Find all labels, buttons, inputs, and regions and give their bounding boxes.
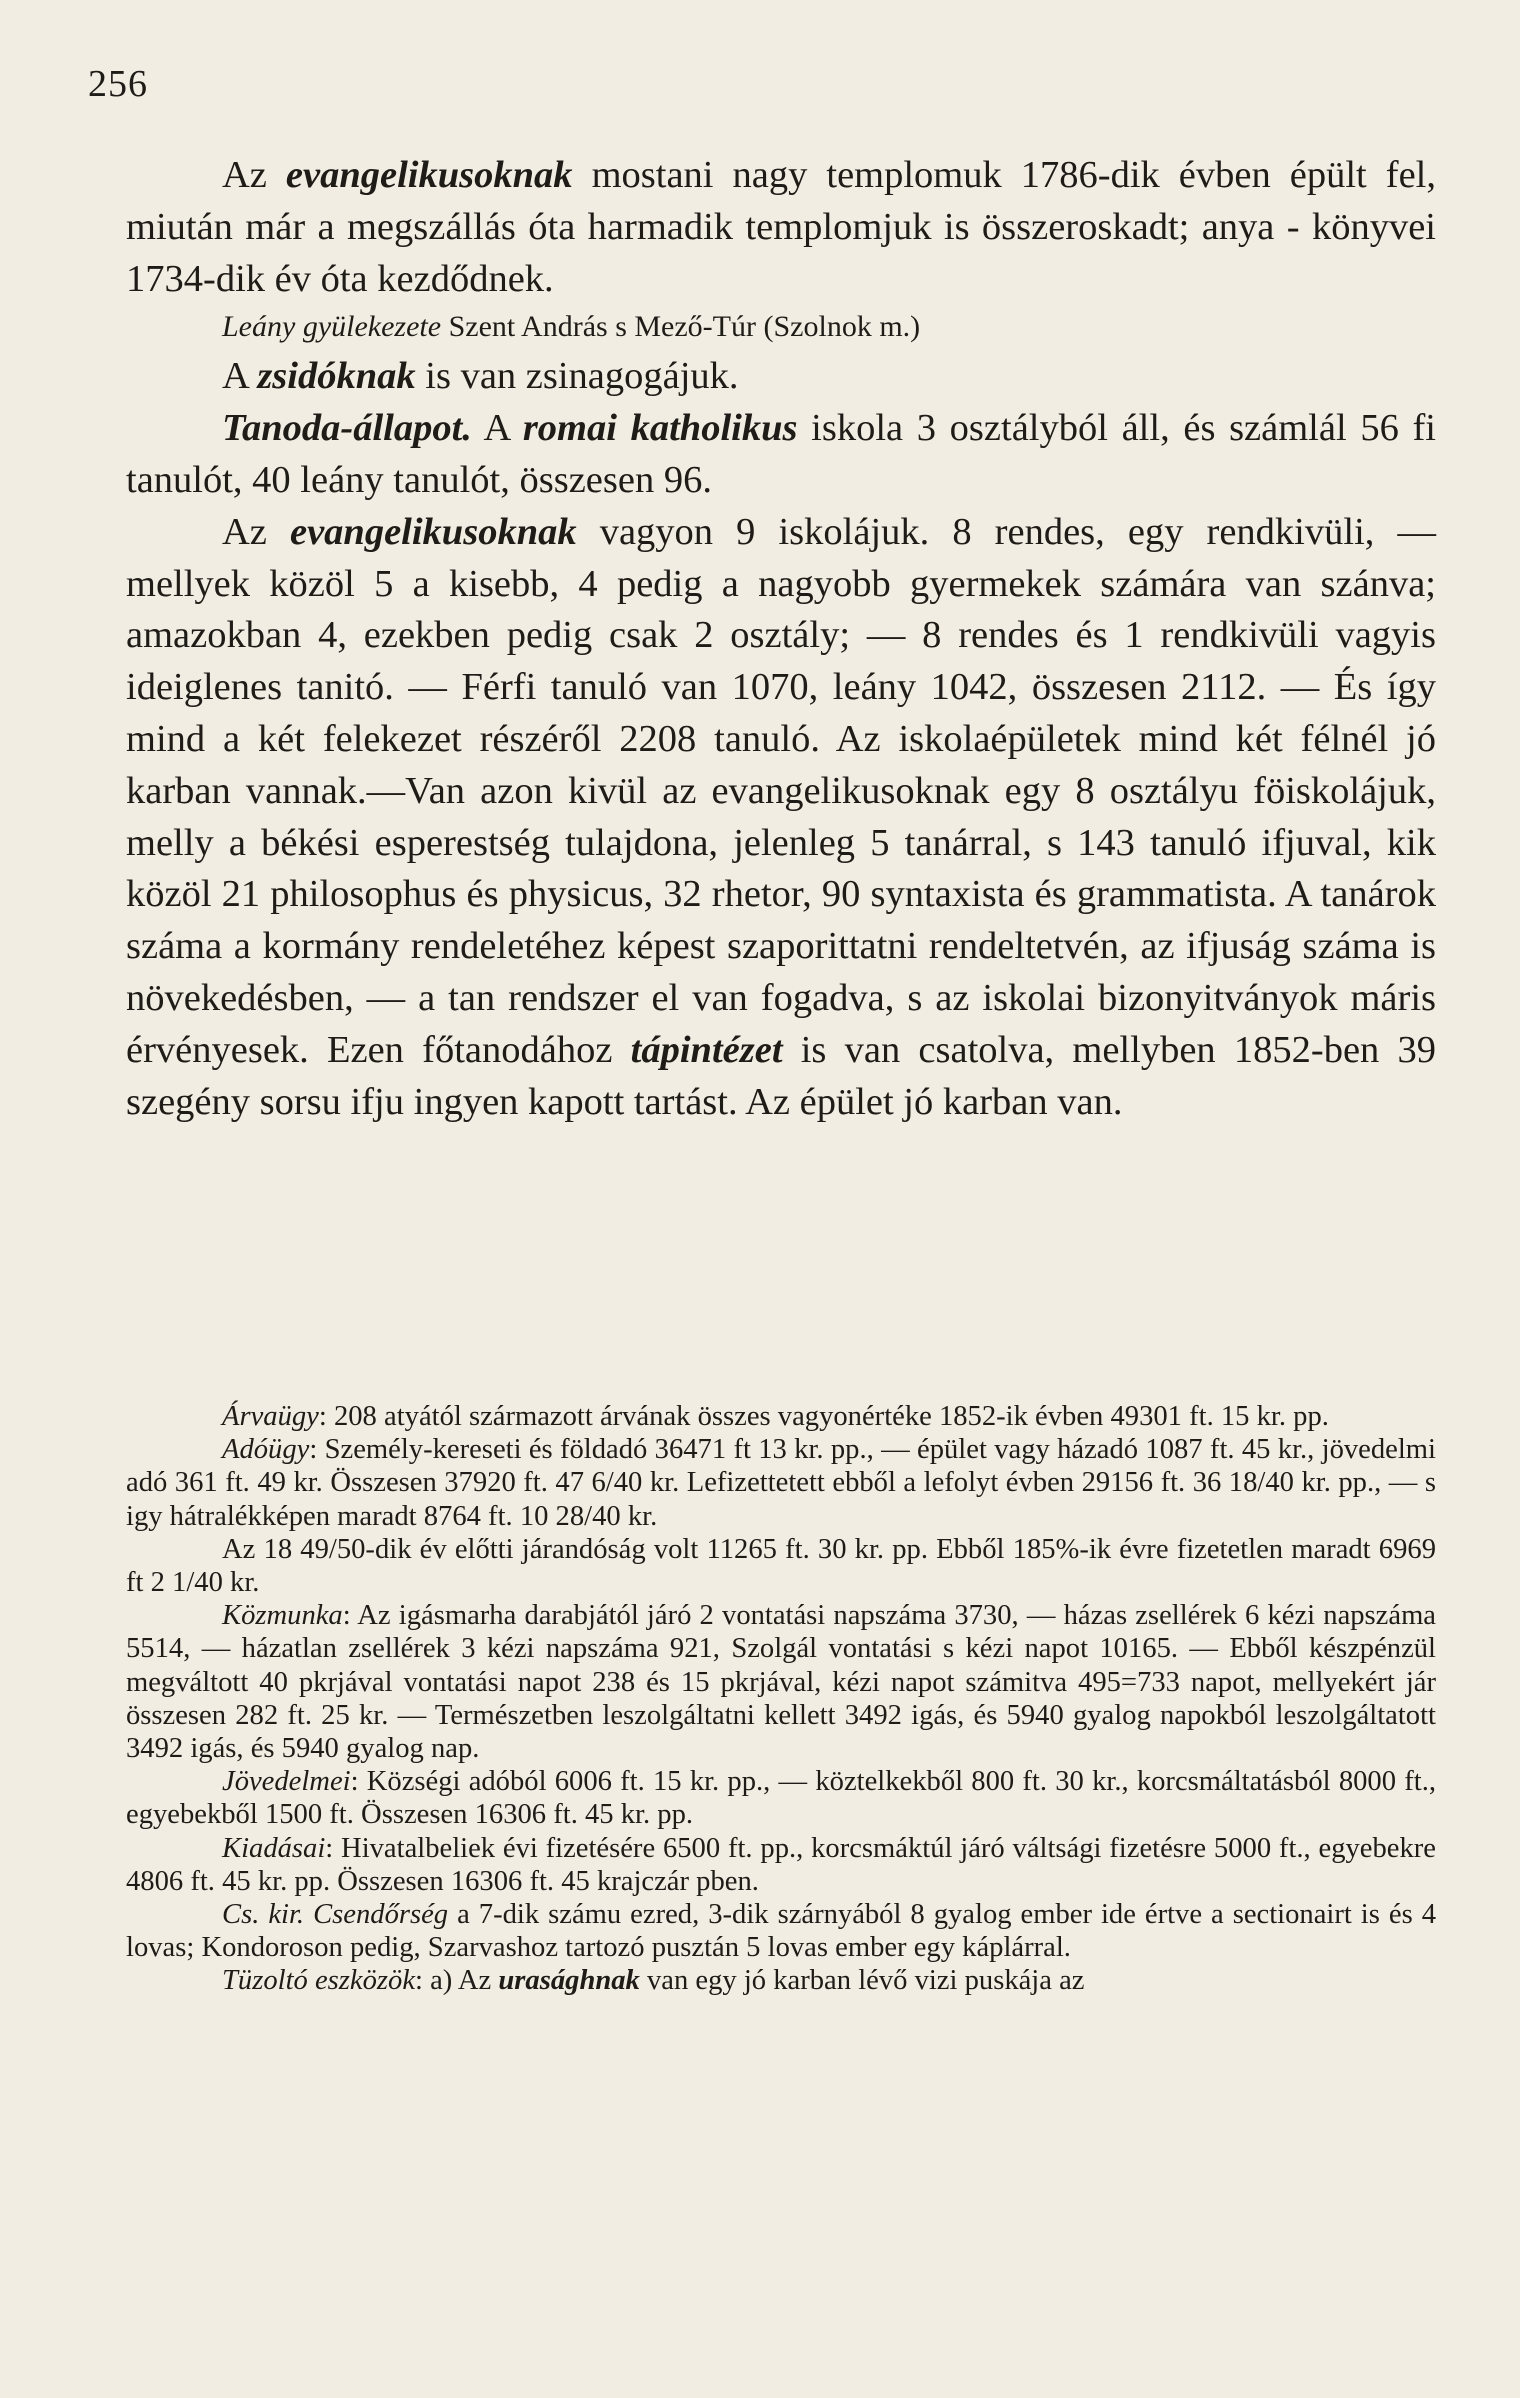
note-income: Jövedelmei: Községi adóból 6006 ft. 15 kr. pp., — köztelkekből 800 ft. 30 kr., korcsmáltatásból 8000 ft., egyebekből 1500 ft. Összesen 16306 ft. 45 kr. pp. [126,1766,1436,1831]
paragraph-jews: A zsidóknak is van zsinagogájuk. [222,355,739,398]
note-arrears: Az 18 49/50-dik év előtti járandóság volt 11265 ft. 30 kr. pp. Ebből 185%-ik évre fizetetlen maradt 6969 ft 2 1/40 kr. [126,1533,1436,1599]
paragraph-evangelical-church: Az evangelikusoknak mostani nagy templomuk 1786-dik évben épült fel, miután már a megszállás óta harmadik templomjuk is összeroskadt; anya - könyvei 1734-dik év óta kezdődnek. [126,154,1436,300]
note-orphan-affairs: Árvaügy: 208 atyától származott árvának összes vagyonértéke 1852-ik évben 49301 ft. 15 kr. pp. [222,1401,1329,1432]
paragraph-school-status: Tanoda-állapot. A romai katholikus iskola 3 osztályból áll, és számlál 56 fi tanulót, 40 leány tanulót, összesen 96. [126,407,1436,501]
note-expenses: Kiadásai: Hivatalbeliek évi fizetésére 6500 ft. pp., korcsmáktúl járó váltsági fizetésre 5000 ft., egyebekre 4806 ft. 45 kr. pp. Összesen 16306 ft. 45 krajczár pben. [126,1832,1436,1897]
note-gendarmerie: Cs. kir. Csendőrség a 7-dik számu ezred, 3-dik szárnyából 8 gyalog ember ide értve a sectionairt is és 4 lovas; Kondoroson pedig, Szarvashoz tartozó pusztán 5 lovas ember egy káplárral. [126,1899,1436,1964]
note-fire-equipment: Tüzoltó eszközök: a) Az urasághnak van egy jó karban lévő vizi puskája az [222,1965,1085,1997]
notes-section [126,1400,1436,1998]
main-text [126,150,1436,1128]
note-public-work: Közmunka: Az igásmarha darabjától járó 2 vontatási napszáma 3730, — házas zsellérek 6 kézi napszáma 5514, — házatlan zsellérek 3 kézi napszáma 921, Szolgál vontatási s kézi napot 10165. — Ebből készpénzül megváltott 40 pkrjával vontatási napot 238 és 15 pkrjával, kézi napot számitva 495=733 napot, mellyekért jár összesen 282 ft. 25 kr. — Természetben leszolgáltatni kellett 3492 igás, és 5940 gyalog napokból leszolgáltatott 3492 igás, és 5940 gyalog nap. [126,1600,1436,1765]
paragraph-evangelical-schools: Az evangelikusoknak vagyon 9 iskolájuk. 8 rendes, egy rendkivüli, — mellyek közöl 5 a kisebb, 4 pedig a nagyobb gyermekek számára van szánva; amazokban 4, ezekben pedig csak 2 osztály; — 8 rendes és 1 rendkivüli vagyis ideiglenes tanitó. — Férfi tanuló van 1070, leány 1042, összesen 2112. — És így mind a két felekezet részéről 2208 tanuló. Az iskolaépületek mind két félnél jó karban vannak.—Van azon kivül az evangelikusoknak egy 8 osztályu föiskolájuk, melly a békési esperestség tulajdona, jelenleg 5 tanárral, s 143 tanuló ifjuval, kik közöl 21 philosophus és physicus, 32 rhetor, 90 syntaxista és grammatista. A tanárok száma a kormány rendeletéhez képest szaporittatni rendeltetvén, az ifjuság száma is növekedésben, — a tan rendszer el van fogadva, s az iskolai bizonyitványok máris érvényesek. Ezen főtanodához tápintézet is van csatolva, mellyben 1852-ben 39 szegény sorsu ifju ingyen kapott tartást. Az épület jó karban van. [126,510,1436,1123]
paragraph-filial-congregation: Leány gyülekezete Szent András s Mező-Túr (Szolnok m.) [222,310,921,344]
note-tax-affairs: Adóügy: Személy-kereseti és földadó 36471 ft 13 kr. pp., — épület vagy házadó 1087 ft. 45 kr., jövedelmi adó 361 ft. 49 kr. Összesen 37920 ft. 47 6/40 kr. Lefizettetett ebből a lefolyt évben 29156 ft. 36 18/40 kr. pp., — s igy hátralékképen maradt 8764 ft. 10 28/40 kr. [126,1434,1436,1532]
page-number: 256 [88,63,148,105]
